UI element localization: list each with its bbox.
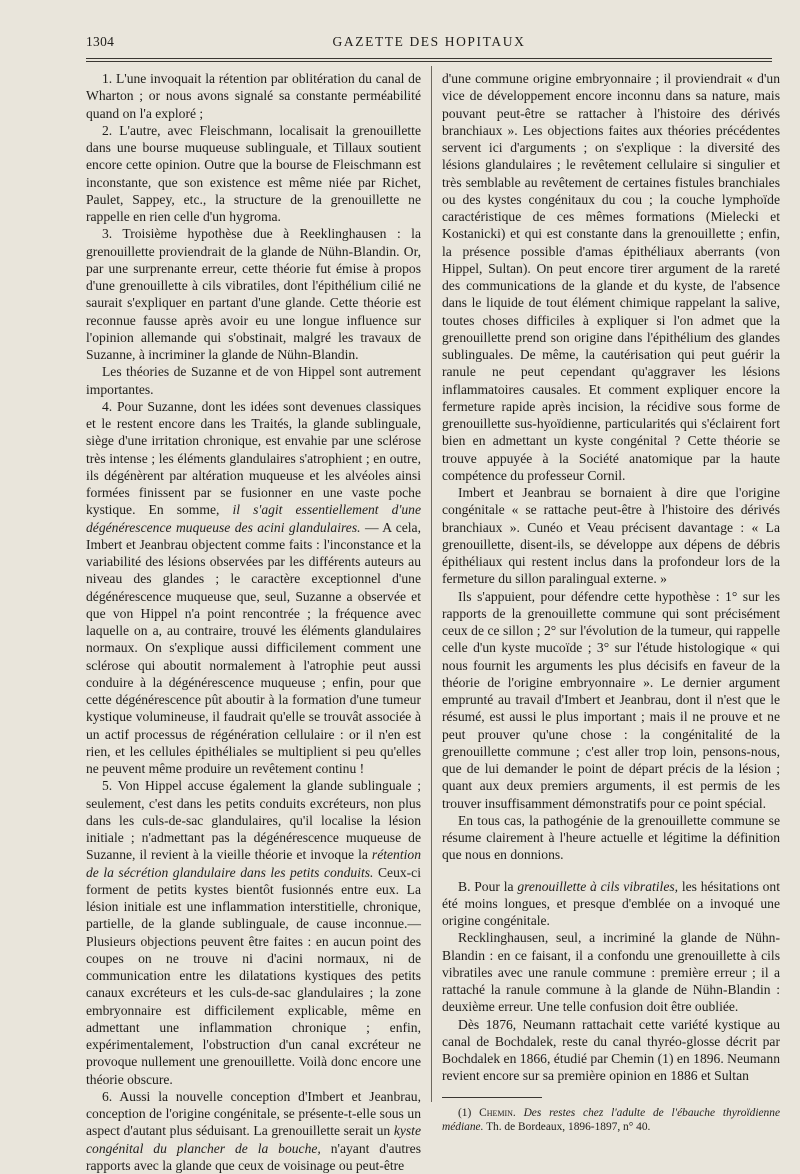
italic-span: rétention de la sécrétion glandulaire dans les petits conduits. (86, 847, 421, 880)
footnote-rule (442, 1097, 542, 1098)
page-header (86, 30, 772, 54)
left-column (86, 70, 421, 1173)
italic-span: il s'agit essentiellement d'une dégénérescence muqueuse des acini glandulaires. (86, 502, 421, 535)
footnote-title: Des restes chez l'adulte de l'ébauche thyroïdienne médiane. (442, 1106, 780, 1133)
paragraph (442, 878, 780, 930)
italic-span: kyste congénital du plancher de la bouche, (86, 1123, 421, 1156)
text-span: B. Pour la (458, 878, 518, 894)
text-span: 6. Aussi la nouvelle conception d'Imbert et Jeanbrau, conception de l'origine congénitale, se présente-t-elle sous un aspect d'autant plus séduisant. La grenouillette serait un (86, 1088, 421, 1139)
paragraph: 3. Troisième hypothèse due à Reeklinghausen : la grenouillette proviendrait de la glande de Nühn-Blandin. Or, par une surprenante erreur, cette théorie fut émise à propos d'une grenouillette à cils vibratiles, dont l'épithélium cilié ne saurait s'expliquer en partant d'une glande. Cette théorie est reconnue fausse après avoir eu une longue influence sur l'opinion allemande qui s'obstinait, malgré les travaux de Suzanne, à incriminer la glande de Nühn-Blandin. (86, 226, 421, 362)
footnote-reference: Th. de Bordeaux, 1896-1897, n° 40. (483, 1120, 651, 1133)
journal-title: GAZETTE DES HOPITAUX (332, 34, 526, 49)
text-span: — A cela, Imbert et Jeanbrau objectent comme faits : l'inconstance et la variabilité des lésions observées par les différents auteurs au niveau des glandes ; le caractère exceptionnel d'une dégénérescence muqueuse que, seul, Suzanne a observée et que von Hippel n'a point rencontrée ; la fréquence avec laquelle on a, au contraire, trouvé les éléments glandulaires normaux. On s'explique aussi difficilement comment une sclérose qui aboutit normalement à l'atrophie peut aussi conduire à la dégénérescence muqueuse ; enfin, pour que cette dégénérescence pût aboutir à la formation d'une tumeur kystique volumineuse, il faudrait qu'elle se trouvât associée à un actif processus de régénération cellulaire : or il n'en est rien, et les cellules épithéliales se multiplient si peu qu'elles ne peuvent même produire un revêtement continu ! (86, 519, 421, 776)
italic-span: grenouillette à cils vibratiles, (517, 878, 679, 894)
text-span: Ceux-ci forment de petits kystes bientôt fusionnés entre eux. La lésion initiale est une inflammation interstitielle, chronique, partielle, de la glande sublinguale, de cause inconnue.— Plusieurs objections peuvent être faites : en aucun point des coupes on ne trouve ni d'acini normaux, ni de communication entre les dilatations kystiques des petits canaux excréteurs et les culs-de-sac glandulaires ; la zone embryonnaire est difficilement explicable, même en admettant une inflammation chronique ; enfin, expérimentalement, l'obstruction d'un canal excréteur ne provoque nullement une grenouillette. Voilà donc encore une théorie obscure. (86, 864, 421, 1087)
page-number: 1304 (86, 34, 115, 49)
paragraph: Dès 1876, Neumann rattachait cette variété kystique au canal de Bochdalek, reste du canal thyréo-glosse décrit par Bochdalek en 1866, étudié par Chemin (1) en 1896. Neumann revient encore sur sa première opinion en 1886 et Sultan (442, 1016, 780, 1084)
footnote-number: (1) (458, 1106, 480, 1119)
header-rule-second (86, 61, 772, 62)
paragraph: 1. L'une invoquait la rétention par oblitération du canal de Wharton ; or nous avons signalé sa constante perméabilité quand on l'a exploré ; (86, 71, 421, 121)
text-span: 5. Von Hippel accuse également la glande sublinguale ; seulement, c'est dans les petits conduits excréteurs, non plus dans les culs-de-sac glandulaires, qu'il localise la lésion initiale ; n'admettant pas la dégénérescence muqueuse de Suzanne, il revient à la vieille théorie et invoque la (86, 778, 421, 863)
paragraph: Imbert et Jeanbrau se bornaient à dire que l'origine congénitale « se rattache peut-être à l'histoire des dérivés branchiaux ». Cunéo et Veau précisent davantage : « La grenouillette, disent-ils, se développe aux dépens de débris épithéliaux qui restent inclus dans la profondeur lors de la fermeture du sillon paralingual externe. » (442, 485, 780, 587)
paragraph: 2. L'autre, avec Fleischmann, localisait la grenouillette dans une bourse muqueuse sublinguale, et Tillaux soutient encore cette opinion. Outre que la bourse de Fleischmann est inconstante, que son existence est même niée par Richet, Paulet, Sappey, etc., la structure de la grenouillette ne rappelle en rien celle d'un hygroma. (86, 122, 421, 224)
footnote-author: Chemin. (479, 1106, 516, 1119)
paragraph (86, 398, 421, 778)
text-span: 4. Pour Suzanne, dont les idées sont devenues classiques et le restent encore dans les Traités, la glande sublinguale, siège d'une irritation chronique, est envahie par une sclérose très intense ; les éléments glandulaires s'atrophient ; en outre, ils dégénèrent par altération muqueuse et les alvéoles ainsi formées finissent par se fusionner en une vaste poche kystique. En somme, (86, 398, 421, 518)
paragraph (86, 777, 421, 1088)
text-span: les hésitations ont été moins longues, et presque d'emblée on a invoqué une origine congénitale. (442, 878, 781, 928)
paragraph: Les théories de Suzanne et de von Hippel sont autrement importantes. (86, 364, 421, 397)
paragraph: Recklinghausen, seul, a incriminé la glande de Nühn-Blandin : en ce faisant, il a confondu une grenouillette à cils vibratiles avec une ranule commune : première erreur ; il a rattaché la ranule commune à la glande de Nühn-Blandin : deuxième erreur. Une telle confusion doit être oubliée. (442, 930, 780, 1015)
section-gap (442, 864, 780, 878)
paragraph: d'une commune origine embryonnaire ; il proviendrait « d'un vice de développement encore inconnu dans sa nature, mais pouvant peut-être se rattacher à l'histoire des dérivés branchiaux ». Les objections faites aux théories précédentes servent ici d'arguments ; on s'explique : la diversité des lésions glandulaires ; le revêtement cellulaire si singulier et très semblable au revêtement de certaines fistules branchiales ou des kystes congénitaux du cou ; la couche lymphoïde caractéristique de ces mêmes formations (Mielecki et Kostanicki) et qui est constante dans la grenouillette ; enfin, la présence possible d'amas épithéliaux aberrants (von Hippel, Sultan). On peut encore tirer argument de la rareté des communications de la glande et du kyste, de l'absence dans le liquide de tout élément chimique rappelant la salive, toutes choses difficiles à expliquer si l'on admet que la grenouillette prend son origine dans l'épithélium des glandes sublinguales. De même, la cautérisation qui peut guérir la ranule ne peut cependant qu'aggraver les lésions inflammatoires causales. Et comment expliquer encore la fermeture rapide après incision, la récidive sous forme de grenouillette sus-hyoïdienne, particularités qui s'éclairent fort bien en admettant un kyste congénital ? Cette théorie se trouve appuyée à la Société anatomique par la haute compétence du professeur Cornil. (442, 71, 780, 483)
paragraph: Ils s'appuient, pour défendre cette hypothèse : 1° sur les rapports de la grenouillette commune qui sont précisément ceux de ce sillon ; 2° sur l'évolution de la tumeur, qui rappelle celle d'un kyste mucoïde ; 3° sur l'étude histologique « qui nous fournit les arguments les plus décisifs en faveur de la théorie de l'origine embryonnaire ». Le dernier argument emprunté au travail d'Imbert et Jeanbrau, dont il n'est que le résumé, est aussi le plus important ; mais il ne prouve et ne peut prouver qu'une chose : la congénitalité de la grenouillette commune ; c'est aller trop loin, pensons-nous, que de lui demander le point de départ précis de la lésion ; quant aux deux premiers arguments, il est permis de les trouver insuffisamment démonstratifs pour ce point spécial. (442, 588, 780, 811)
right-column (442, 70, 781, 1133)
text-span: n'ayant d'autres rapports avec la glande que ceux de voisinage ou peut-être (86, 1140, 421, 1173)
paragraph: En tous cas, la pathogénie de la grenouillette commune se résume clairement à l'heure actuelle et légitime la définition que nous en donnions. (442, 812, 780, 863)
footnote (442, 1106, 780, 1134)
header-rule (86, 58, 772, 59)
paragraph (86, 1088, 421, 1174)
column-divider (431, 66, 432, 1102)
